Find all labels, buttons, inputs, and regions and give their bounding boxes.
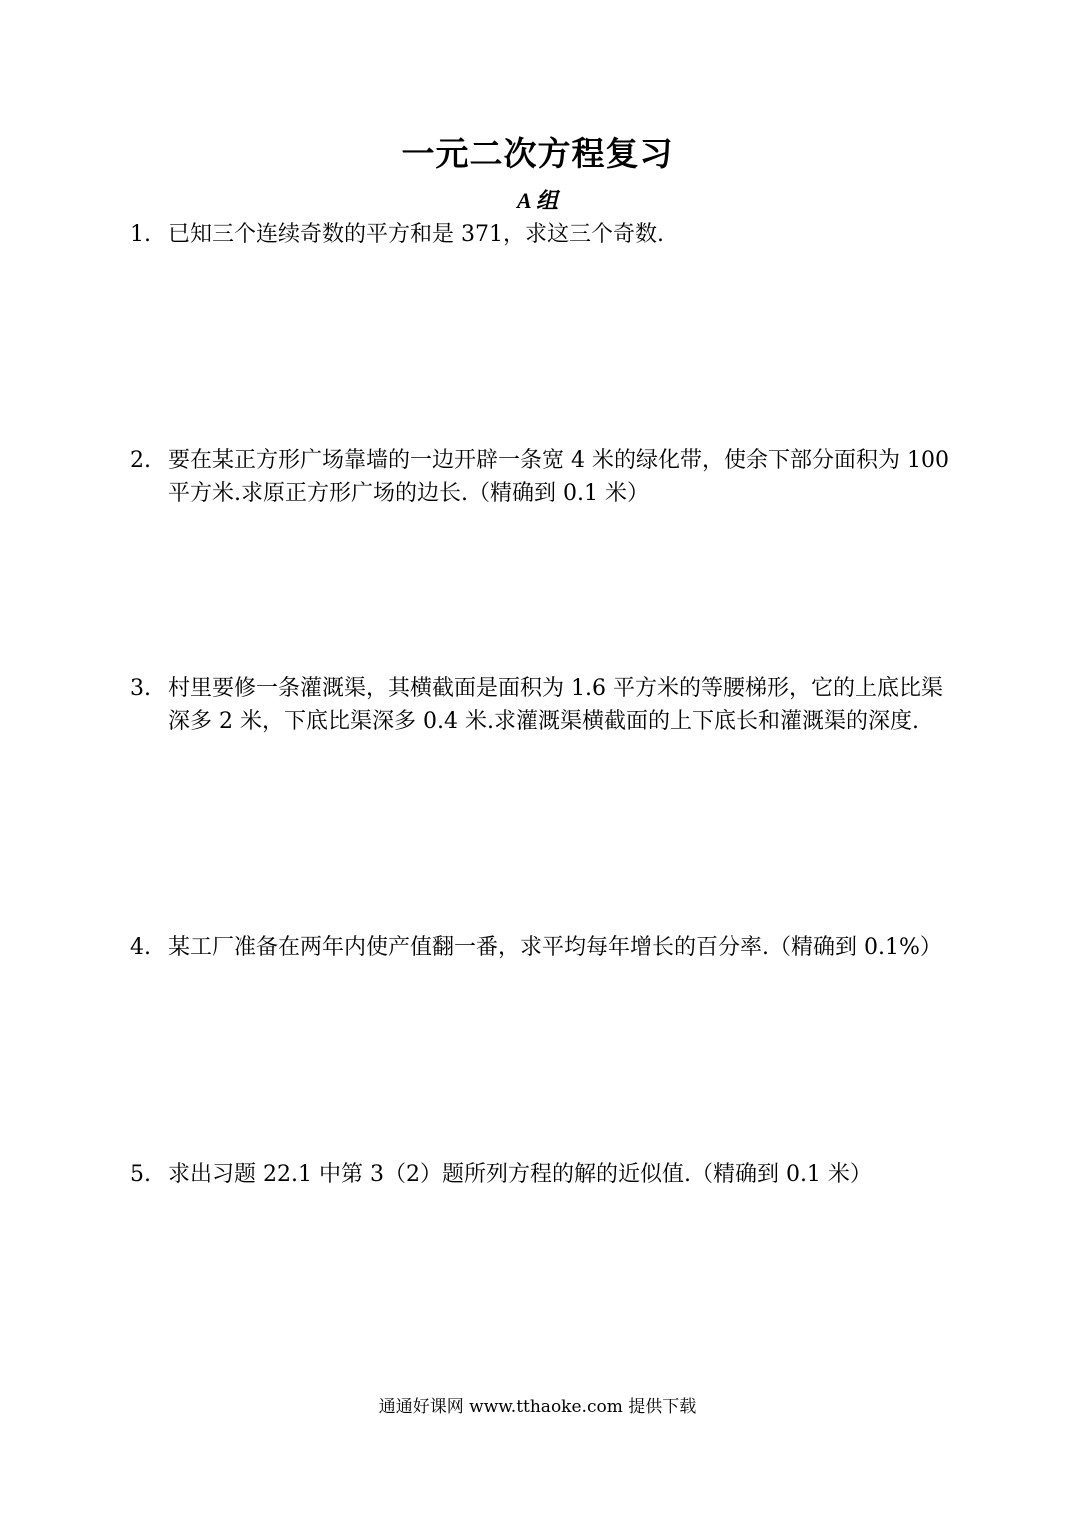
footer-credit: 通通好课网 www.tthaoke.com 提供下载	[378, 1397, 697, 1417]
question-5	[130, 1158, 960, 1191]
question-text: 村里要修一条灌溉渠，其横截面是面积为 1.6 平方米的等腰梯形，它的上底比渠深多 2 米，下底比渠深多 0.4 米.求灌溉渠横截面的上下底长和灌溉渠的深度.	[168, 676, 943, 734]
question-4	[130, 931, 960, 964]
question-number: 5.	[130, 1162, 151, 1187]
question-text: 某工厂准备在两年内使产值翻一番，求平均每年增长的百分率.（精确到 0.1%）	[168, 935, 942, 960]
question-text: 要在某正方形广场靠墙的一边开辟一条宽 4 米的绿化带，使余下部分面积为 100 平方米.求原正方形广场的边长.（精确到 0.1 米）	[168, 448, 949, 506]
question-number: 4.	[130, 935, 151, 960]
question-number: 1.	[130, 222, 151, 247]
question-number: 2.	[130, 448, 151, 473]
question-2	[130, 444, 960, 510]
question-text: 求出习题 22.1 中第 3（2）题所列方程的解的近似值.（精确到 0.1 米）	[168, 1162, 872, 1187]
question-text: 已知三个连续奇数的平方和是 371，求这三个奇数.	[168, 222, 664, 247]
question-1	[130, 218, 960, 251]
question-3	[130, 672, 960, 738]
group-label: A 组	[517, 188, 558, 213]
page-title: 一元二次方程复习	[401, 134, 674, 173]
question-number: 3.	[130, 676, 151, 701]
